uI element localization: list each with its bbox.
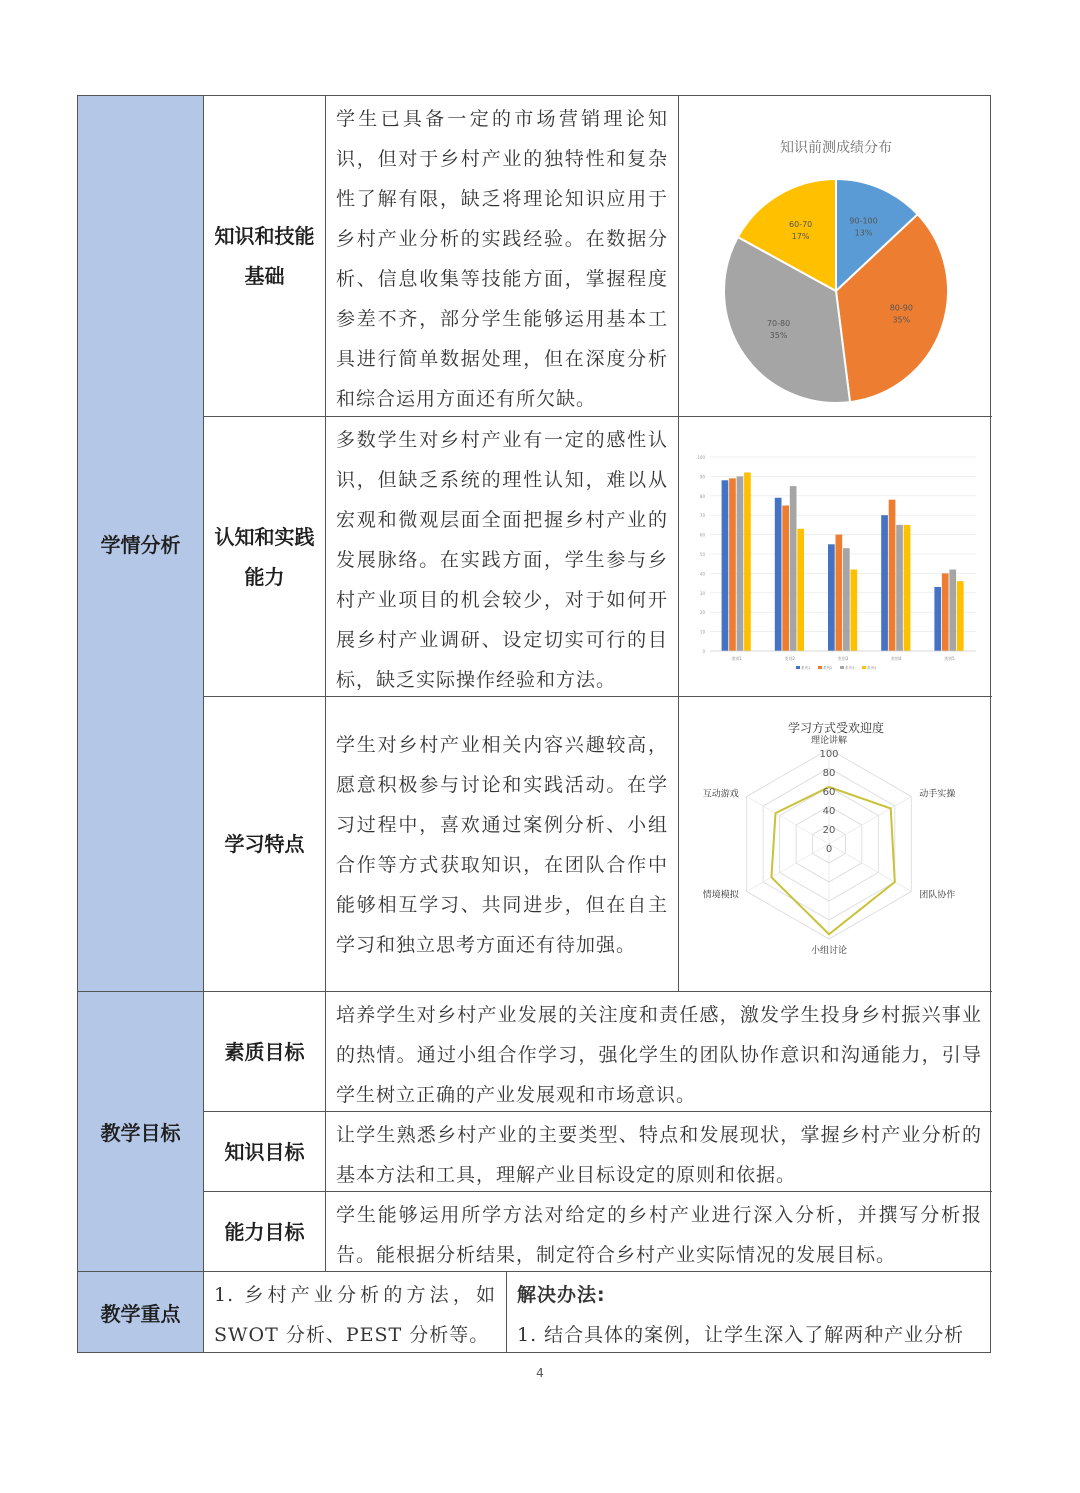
solution-heading: 解决办法: (517, 1284, 606, 1306)
bar (934, 586, 941, 650)
bar (843, 548, 850, 651)
pie-slice-label: 17% (791, 232, 810, 242)
pie-slice-label: 35% (891, 315, 910, 325)
row-label-ability-goal: 能力目标 (204, 1192, 326, 1272)
bar (949, 569, 956, 650)
bar (736, 476, 743, 651)
bar (774, 497, 781, 650)
row-text-ability-goal: 学生能够运用所学方法对给定的乡村产业进行深入分析，并撰写分析报告。能根据分析结果，制定符合乡村产业实际情况的发展目标。 (326, 1192, 992, 1272)
bar-x-tick: 类别3 (837, 655, 848, 661)
radar-tick-label: 20 (822, 825, 835, 836)
bar-legend-swatch (862, 666, 866, 669)
bar (835, 534, 842, 650)
pie-chart (686, 106, 986, 406)
section-header-zhongdian (78, 1272, 204, 1352)
bar (956, 581, 963, 651)
pie-slice-category: 70-80 (766, 319, 790, 329)
bar (797, 528, 804, 650)
radar-tick-label: 40 (822, 806, 835, 817)
bar-y-tick: 90 (699, 473, 705, 479)
bar-legend-swatch (818, 666, 822, 669)
row-label-quality-goal: 素质目标 (204, 992, 326, 1112)
radar-title: 学习方式受欢迎度 (787, 721, 884, 735)
lesson-plan-table (77, 95, 991, 1353)
radar-axis-label: 团队协作 (918, 890, 955, 901)
row-label-cognition-practice: 认知和实践能力 (204, 417, 326, 697)
bar (888, 499, 895, 650)
bar (941, 573, 948, 651)
radar-spoke (746, 844, 828, 892)
radar-spoke (829, 797, 911, 845)
bar-y-tick: 100 (696, 454, 705, 460)
bar (881, 515, 888, 651)
radar-tick-label: 0 (825, 844, 832, 855)
bar-y-tick: 0 (701, 648, 705, 654)
radar-tick-label: 60 (822, 787, 835, 798)
focus-right-cell (507, 1272, 992, 1352)
bar-chart (686, 427, 986, 687)
section-header-mubiao (78, 992, 204, 1272)
pie-title: 知识前测成绩分布 (779, 140, 892, 156)
bar-y-tick: 40 (699, 570, 705, 576)
bar-legend-label: 系列2 (822, 665, 832, 670)
bar (744, 472, 751, 650)
bar-y-tick: 50 (699, 551, 705, 557)
bar-y-tick: 60 (699, 532, 705, 538)
bar-x-tick: 类别5 (943, 655, 955, 661)
radar-chart-panel (679, 697, 992, 992)
bar-legend-label: 系列3 (844, 665, 854, 670)
row-text-knowledge-goal: 让学生熟悉乡村产业的主要类型、特点和发展现状，掌握乡村产业分析的基本方法和工具，理解产业目标设定的原则和依据。 (326, 1112, 992, 1192)
bar-legend-swatch (840, 666, 844, 669)
pie-slice-category: 60-70 (788, 220, 812, 230)
bar (903, 524, 910, 650)
bar-x-tick: 类别4 (890, 655, 901, 661)
pie-slice-label: 13% (854, 228, 872, 238)
radar-tick-label: 100 (818, 749, 839, 760)
bar (729, 478, 736, 651)
radar-axis-label: 动手实操 (918, 789, 955, 800)
row-label-learning-traits: 学习特点 (204, 697, 326, 992)
solution-text: 1. 结合具体的案例，让学生深入了解两种产业分析 (517, 1324, 965, 1346)
radar-axis-label: 互动游戏 (702, 789, 739, 800)
row-text-quality-goal: 培养学生对乡村产业发展的关注度和责任感，激发学生投身乡村振兴事业的热情。通过小组合作学习，强化学生的团队协作意识和沟通能力，引导学生树立正确的产业发展观和市场意识。 (326, 992, 992, 1112)
bar-chart-panel (679, 417, 992, 697)
bar-y-tick: 10 (699, 629, 705, 635)
bar (789, 486, 796, 651)
bar-y-tick: 20 (699, 609, 705, 615)
pie-chart-panel (679, 96, 992, 417)
radar-axis-label: 小组讨论 (810, 946, 847, 956)
radar-chart (686, 704, 986, 984)
bar-legend-swatch (796, 666, 800, 669)
bar-x-tick: 类别1 (730, 655, 742, 661)
section-title: 教学目标 (100, 1121, 181, 1145)
radar-axis-label: 理论讲解 (810, 736, 847, 746)
row-label-knowledge-goal: 知识目标 (204, 1112, 326, 1192)
row-text-cognition-practice: 多数学生对乡村产业有一定的感性认识，但缺乏系统的理性认知，难以从宏观和微观层面全面把握乡村产业的发展脉络。在实践方面，学生参与乡村产业项目的机会较少，对于如何开展乡村产业调研、设定切实可行的目标，缺乏实际操作经验和方法。 (326, 417, 679, 697)
bar (896, 524, 903, 650)
radar-spoke (829, 844, 911, 892)
bar-legend-label: 系列1 (800, 665, 810, 670)
pie-slice-category: 80-90 (889, 303, 913, 313)
bar-x-tick: 类别2 (784, 655, 795, 661)
pie-slice-label: 35% (769, 331, 787, 341)
pie-slice-category: 90-100 (848, 216, 878, 226)
section-title: 教学重点 (100, 1301, 181, 1326)
bar-legend-label: 系列4 (866, 665, 876, 670)
row-text-learning-traits: 学生对乡村产业相关内容兴趣较高，愿意积极参与讨论和实践活动。在学习过程中，喜欢通过案例分析、小组合作等方式获取知识，在团队合作中能够相互学习、共同进步，但在自主学习和独立思考方面还有待加强。 (326, 697, 679, 992)
radar-tick-label: 80 (822, 768, 835, 779)
bar-y-tick: 80 (699, 493, 705, 499)
bar (721, 480, 728, 651)
row-text-knowledge-skills: 学生已具备一定的市场营销理论知识，但对于乡村产业的独特性和复杂性了解有限，缺乏将理论知识应用于乡村产业分析的实践经验。在数据分析、信息收集等技能方面，掌握程度参差不齐，部分学生能够运用基本工具进行简单数据处理，但在深度分析和综合运用方面还有所欠缺。 (326, 96, 679, 417)
bar-y-tick: 30 (699, 590, 705, 596)
radar-axis-label: 情境模拟 (702, 890, 739, 901)
bar-y-tick: 70 (699, 512, 705, 518)
page-number: 4 (536, 1366, 544, 1380)
bar (828, 544, 835, 651)
row-label-knowledge-skills: 知识和技能基础 (204, 96, 326, 417)
bar (782, 505, 789, 651)
bar (850, 569, 857, 650)
section-header-xueqing (78, 96, 204, 992)
focus-left-text: 1. 乡村产业分析的方法，如SWOT 分析、PEST 分析等。 (204, 1272, 507, 1352)
section-title: 学情分析 (100, 533, 181, 557)
radar-spoke (746, 797, 828, 845)
